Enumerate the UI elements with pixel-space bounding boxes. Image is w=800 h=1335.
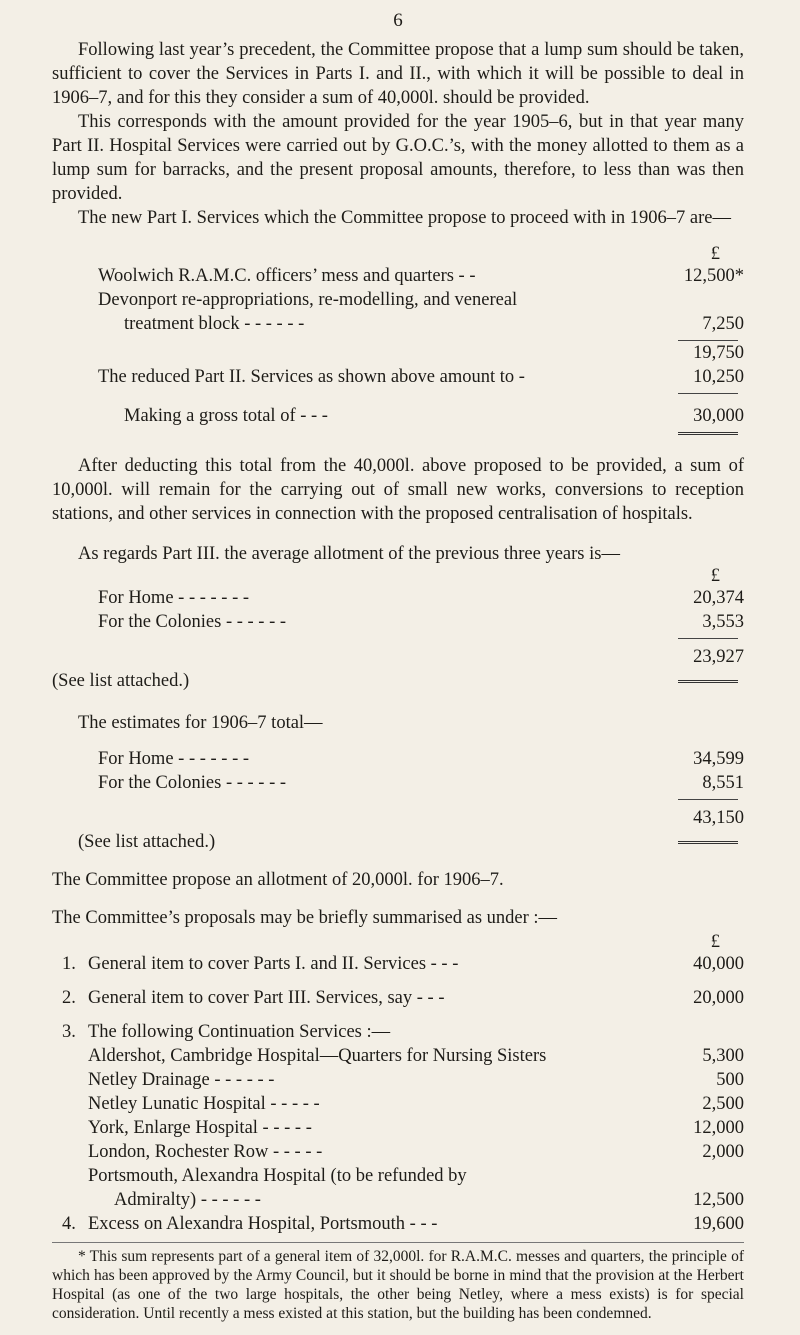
total-row: [98, 404, 744, 428]
row-amount: 12,000: [693, 1118, 744, 1138]
row-amount: 12,500: [693, 1190, 744, 1210]
row-amount: 3,553: [702, 612, 744, 632]
total-rule: [678, 799, 738, 800]
row-label: Netley Drainage - - - - - -: [88, 1070, 275, 1090]
total-double-rule: [678, 841, 738, 847]
total-amount: 43,150: [693, 808, 744, 828]
row-label: General item to cover Parts I. and II. Services - - -: [88, 954, 459, 974]
table-row: [98, 586, 744, 610]
paragraph-part-three: As regards Part III. the average allotment of the previous three years is—: [78, 544, 620, 564]
list-item: [88, 1164, 744, 1188]
item-number: 4.: [62, 1214, 76, 1234]
row-label: For Home - - - - - - -: [98, 588, 250, 608]
item-number: 2.: [62, 988, 76, 1008]
row-label: The reduced Part II. Services as shown above amount to -: [98, 367, 525, 387]
table-row: [62, 1020, 744, 1044]
table-row: [98, 264, 744, 288]
total-rule: [678, 638, 738, 639]
row-amount: 500: [716, 1070, 744, 1090]
table-row: [62, 986, 744, 1010]
paragraph-estimates: The estimates for 1906–7 total—: [78, 713, 323, 733]
row-amount: 10,250: [693, 367, 744, 387]
row-label: Admiralty) - - - - - -: [114, 1190, 261, 1210]
see-list-note: (See list attached.): [78, 832, 216, 852]
footnote-divider: [52, 1242, 744, 1243]
row-label: General item to cover Part III. Services, say - - -: [88, 988, 445, 1008]
row-label: London, Rochester Row - - - - -: [88, 1142, 323, 1162]
row-label: For the Colonies - - - - - -: [98, 773, 287, 793]
row-label: Netley Lunatic Hospital - - - - -: [88, 1094, 320, 1114]
total-amount: 23,927: [693, 647, 744, 667]
pound-sign: £: [710, 566, 720, 586]
list-item: [88, 1044, 744, 1068]
row-label: Woolwich R.A.M.C. officers’ mess and quarters - -: [98, 266, 476, 286]
subtotal-amount: 19,750: [693, 343, 744, 363]
total-row: [98, 806, 744, 830]
row-label: Devonport re-appropriations, re-modelling, and venereal: [98, 290, 518, 310]
list-item: [88, 1188, 744, 1212]
table-row: [98, 312, 744, 336]
average-allotment-table: [52, 566, 744, 693]
row-label: For Home - - - - - - -: [98, 749, 250, 769]
table-row: [62, 952, 744, 976]
row-label: Excess on Alexandra Hospital, Portsmouth - - -: [88, 1214, 438, 1234]
page-number: 6: [393, 10, 403, 31]
footnote: * This sum represents part of a general item of 32,000l. for R.A.M.C. messes and quarters, the principle of which has been approved by the Army Council, but it should be borne in mind that the provision at the Herbert Hospital (as one of the two large hospitals, the other being Netley, where a mess exists) is for special consideration. Until recently a mess existed at this station, but the building has been condemned.: [52, 1248, 744, 1322]
paragraph-summary: The Committee’s proposals may be briefly summarised as under :—: [52, 908, 558, 928]
row-amount: 20,000: [693, 988, 744, 1008]
paragraph-correspondence: This corresponds with the amount provided for the year 1905–6, but in that year many Part II. Hospital Services were carried out by G.O.C.’s, with the money allotted to them as a lump sum for barracks, and the present proposal amounts, therefore, to less than was then provided.: [52, 112, 744, 204]
item-number: 3.: [62, 1022, 76, 1042]
subtotal-row: [98, 341, 744, 365]
row-label: York, Enlarge Hospital - - - - -: [88, 1118, 312, 1138]
table-row: [98, 288, 744, 312]
total-double-rule: [678, 680, 738, 686]
summary-table: [62, 932, 744, 1236]
row-label: Aldershot, Cambridge Hospital—Quarters for Nursing Sisters: [88, 1046, 547, 1066]
paragraph-deduction: After deducting this total from the 40,000l. above proposed to be provided, a sum of 10,000l. will remain for the carrying out of small new works, conversions to reception stations, and other services in connection with the proposed centralisation of hospitals.: [52, 456, 744, 524]
note-row: [78, 830, 744, 854]
row-amount: 7,250: [702, 314, 744, 334]
list-item: [88, 1092, 744, 1116]
estimates-table: [78, 747, 744, 854]
table-row: [98, 610, 744, 634]
pound-sign: £: [710, 932, 720, 952]
table-row: [98, 365, 744, 389]
see-list-note: (See list attached.): [52, 671, 190, 691]
total-double-rule: [678, 432, 738, 438]
table-row: [98, 747, 744, 771]
row-amount: 20,374: [693, 588, 744, 608]
row-amount: 19,600: [693, 1214, 744, 1234]
list-item: [88, 1068, 744, 1092]
row-amount: 30,000: [693, 406, 744, 426]
total-row: [98, 645, 744, 669]
row-amount: 8,551: [702, 773, 744, 793]
paragraph-allotment: The Committee propose an allotment of 20,000l. for 1906–7.: [52, 870, 504, 890]
row-amount: 2,500: [702, 1094, 744, 1114]
row-label: For the Colonies - - - - - -: [98, 612, 287, 632]
row-label: The following Continuation Services :—: [88, 1022, 391, 1042]
row-label: treatment block - - - - - -: [124, 314, 305, 334]
row-amount: 12,500*: [683, 266, 744, 286]
note-row: [52, 669, 744, 693]
row-amount: 5,300: [702, 1046, 744, 1066]
pound-sign: £: [710, 244, 720, 264]
continuation-services: [62, 1044, 744, 1212]
paragraph-lump-sum: Following last year’s precedent, the Committee propose that a lump sum should be taken, sufficient to cover the Services in Parts I. and II., with which it will be possible to deal in 1906–7, and for this they consider a sum of 40,000l. should be provided.: [52, 40, 744, 108]
table-row: [98, 771, 744, 795]
table-row: [62, 1212, 744, 1236]
row-amount: 40,000: [693, 954, 744, 974]
paragraph-new-services: The new Part I. Services which the Committee propose to proceed with in 1906–7 are—: [78, 208, 731, 228]
list-item: [88, 1116, 744, 1140]
item-number: 1.: [62, 954, 76, 974]
part-one-table: [98, 244, 744, 438]
list-item: [88, 1140, 744, 1164]
row-label: Portsmouth, Alexandra Hospital (to be refunded by: [88, 1166, 467, 1186]
row-label: Making a gross total of - - -: [124, 406, 328, 426]
row-amount: 34,599: [693, 749, 744, 769]
total-rule: [678, 393, 738, 394]
row-amount: 2,000: [702, 1142, 744, 1162]
